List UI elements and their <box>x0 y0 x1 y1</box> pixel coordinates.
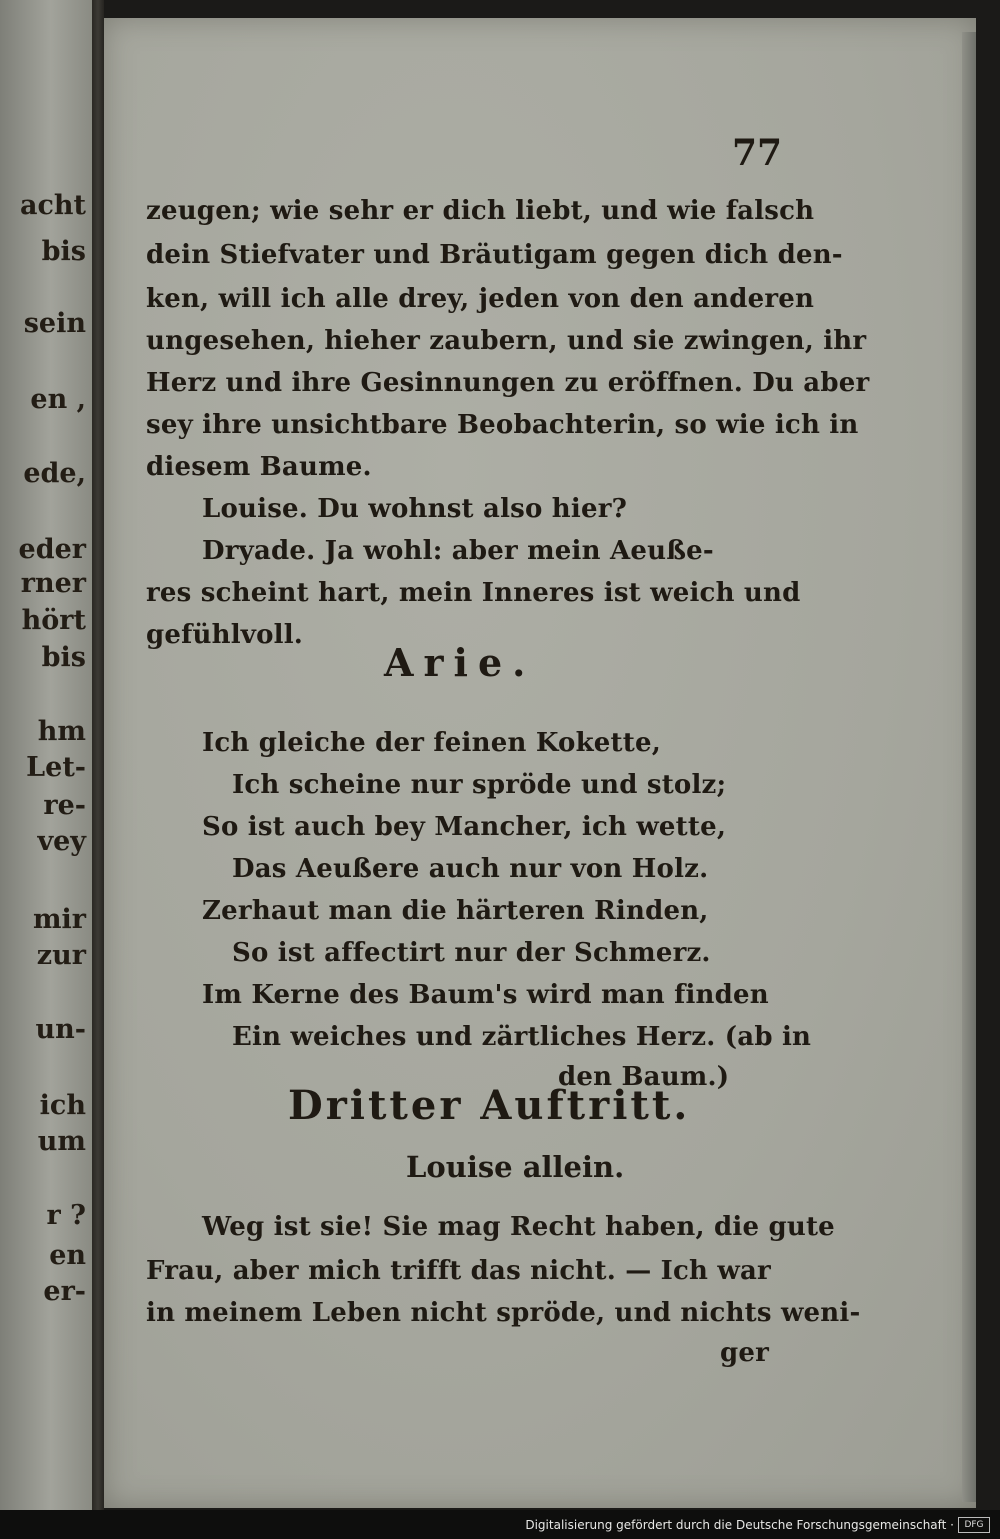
scene-subheading: Louise allein. <box>406 1150 625 1184</box>
left-fragment: bis <box>41 236 86 267</box>
left-fragment: en <box>49 1240 86 1271</box>
text-line: zeugen; wie sehr er dich liebt, und wie falsch <box>146 196 815 226</box>
left-fragment: zur <box>36 940 86 971</box>
text-line: Herz und ihre Gesinnungen zu eröffnen. Du aber <box>146 368 870 398</box>
left-fragment: um <box>37 1126 86 1157</box>
text-line: sey ihre unsichtbare Beobachterin, so wie ich in <box>146 410 859 440</box>
text-line: Weg ist sie! Sie mag Recht haben, die gute <box>202 1212 835 1242</box>
verse-line: So ist affectirt nur der Schmerz. <box>232 938 711 968</box>
left-fragment: hört <box>21 605 86 636</box>
left-fragment: mir <box>32 904 86 935</box>
left-fragment: re- <box>43 790 86 821</box>
left-fragment: acht <box>19 190 86 221</box>
verse-line: Ich scheine nur spröde und stolz; <box>232 770 727 800</box>
digitization-footer <box>0 1510 1000 1539</box>
left-fragment: ede, <box>23 458 86 489</box>
text-line: dein Stiefvater und Bräutigam gegen dich den- <box>146 240 843 270</box>
verse-line: So ist auch bey Mancher, ich wette, <box>202 812 727 842</box>
page-edge-shadow <box>962 32 976 1502</box>
scene-heading: Dritter Auftritt. <box>288 1082 691 1129</box>
aria-heading: Arie. <box>384 640 536 685</box>
left-fragment: er- <box>43 1276 86 1307</box>
left-fragment: sein <box>23 308 86 339</box>
stage-direction: den Baum.) <box>558 1062 730 1092</box>
text-line: Frau, aber mich trifft das nicht. — Ich war <box>146 1256 771 1286</box>
verse-line: Ein weiches und zärtliches Herz. (ab in <box>232 1022 812 1052</box>
text-line: in meinem Leben nicht spröde, und nichts weni- <box>146 1298 861 1328</box>
left-fragment: eder <box>18 534 86 565</box>
left-fragment: rner <box>20 568 86 599</box>
text-line: ungesehen, hieher zaubern, und sie zwingen, ihr <box>146 326 867 356</box>
left-fragment: Let- <box>26 752 86 783</box>
left-fragment: r ? <box>46 1200 86 1231</box>
book-gutter <box>92 0 104 1510</box>
verse-line: Das Aeußere auch nur von Holz. <box>232 854 709 884</box>
verse-line: Zerhaut man die härteren Rinden, <box>202 896 709 926</box>
speaker-line-louise: Louise. Du wohnst also hier? <box>202 494 628 524</box>
left-fragment: vey <box>37 826 86 857</box>
footer-credit: Digitalisierung gefördert durch die Deutsche Forschungsgemeinschaft · <box>525 1518 954 1532</box>
speaker-line-dryade: Dryade. Ja wohl: aber mein Aeuße- <box>202 536 714 566</box>
left-fragment: en , <box>30 384 86 415</box>
page-number: 77 <box>732 132 783 174</box>
left-page-edge <box>0 0 92 1510</box>
left-fragment: bis <box>41 642 86 673</box>
left-fragment: hm <box>37 716 86 747</box>
text-line: diesem Baume. <box>146 452 372 482</box>
verse-line: Im Kerne des Baum's wird man finden <box>202 980 769 1010</box>
text-line: ken, will ich alle drey, jeden von den anderen <box>146 284 815 314</box>
catchword: ger <box>720 1338 770 1368</box>
verse-line: Ich gleiche der feinen Kokette, <box>202 728 661 758</box>
text-line: gefühlvoll. <box>146 620 304 650</box>
dfg-logo: DFG <box>958 1517 990 1533</box>
left-fragment: un- <box>35 1014 86 1045</box>
text-line: res scheint hart, mein Inneres ist weich und <box>146 578 801 608</box>
left-fragment: ich <box>39 1090 86 1121</box>
